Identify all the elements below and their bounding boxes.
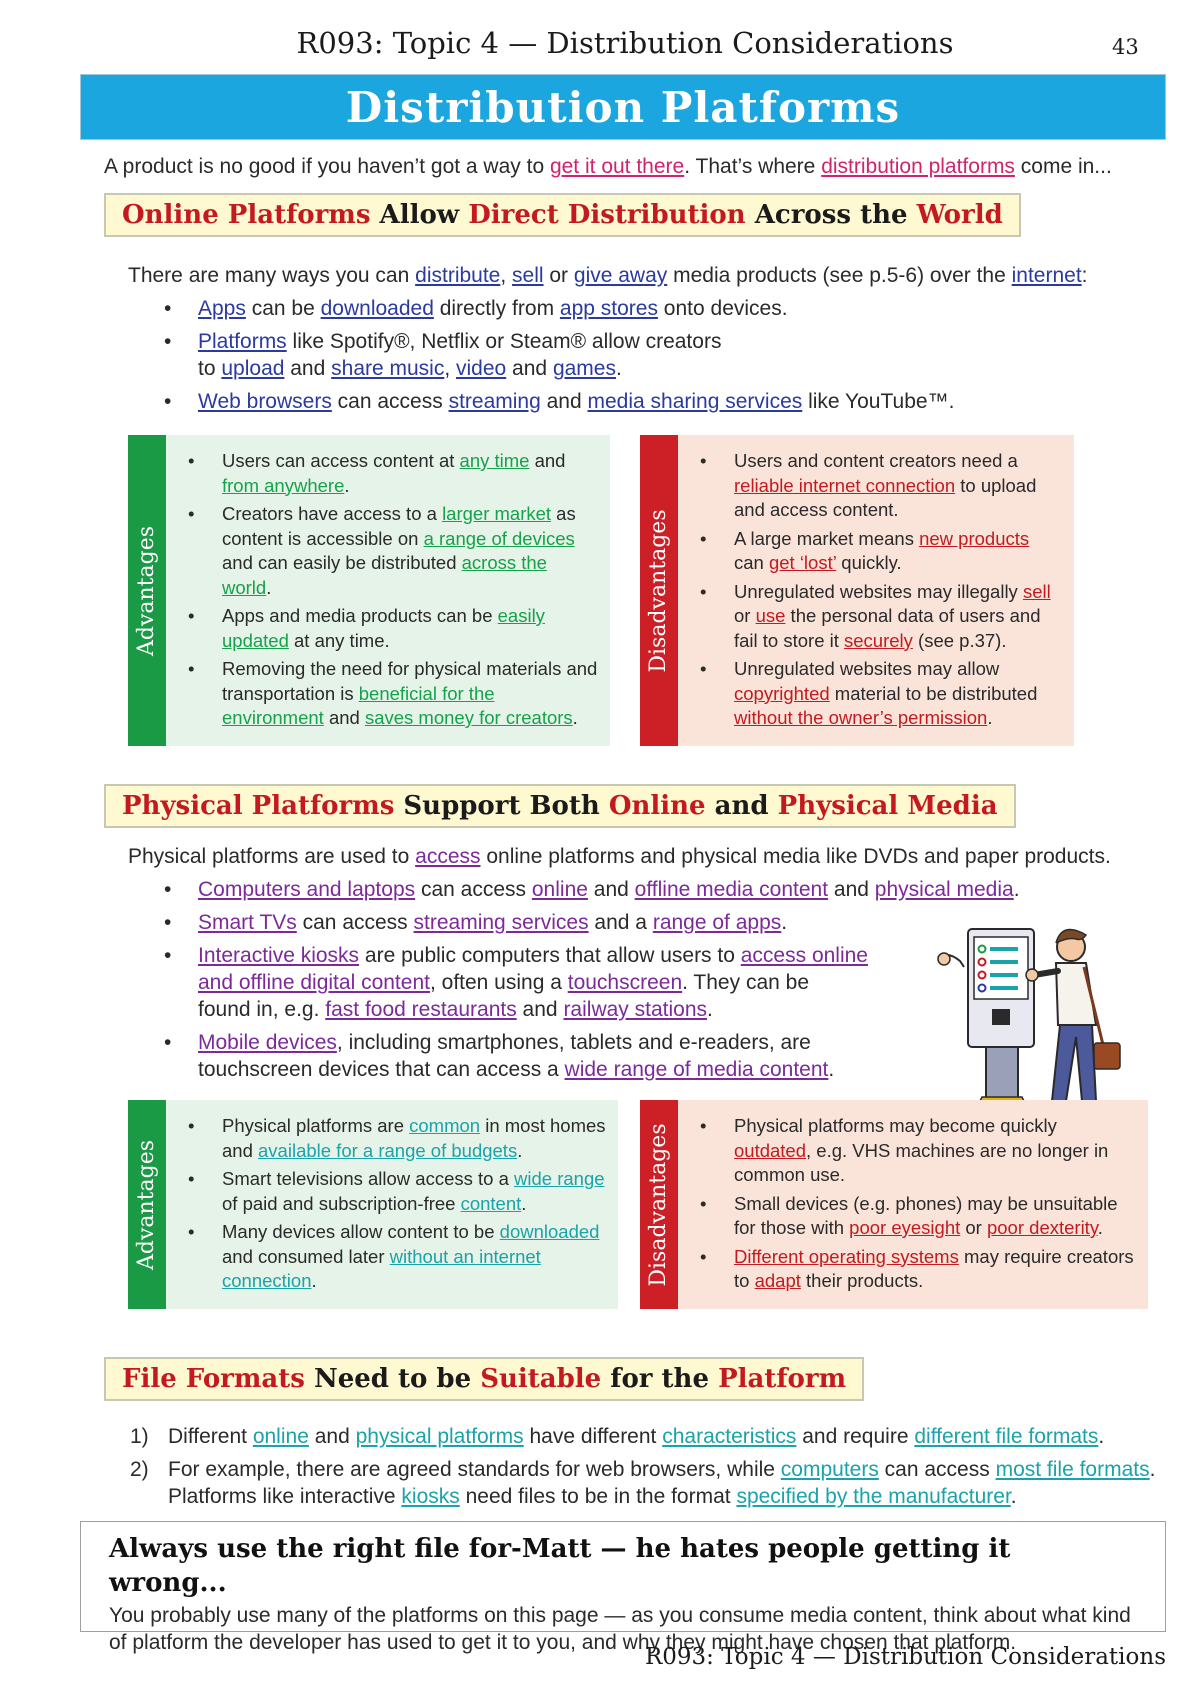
list-item: • Apps can be downloaded directly from app stores onto devices. [162, 295, 1188, 322]
link[interactable]: different file formats [914, 1425, 1099, 1448]
list-item: • Many devices allow content to be downloaded and consumed later without an internet connection. [186, 1220, 608, 1294]
list-item: • Removing the need for physical materials and transportation is beneficial for the environment and saves money for creators. [186, 657, 600, 731]
disadvantages-label-bar: Disadvantages [640, 1100, 678, 1309]
link[interactable]: offline media content [634, 878, 829, 901]
physical-disadvantages-box [640, 1100, 1148, 1309]
link[interactable]: across the world [222, 552, 547, 598]
link[interactable]: touchscreen [567, 971, 683, 994]
link[interactable]: poor eyesight [849, 1217, 961, 1238]
section-heading-physical: Physical Platforms Support Both Online and Physical Media [104, 784, 1016, 828]
list-item: • Interactive kiosks are public computers that allow users to access online and offline digital content, often using a touchscreen. They can be found in, e.g. fast food restaurants and railway stations. [162, 942, 1198, 1023]
list-item: • Smart TVs can access streaming services and a range of apps. [162, 909, 1198, 936]
file-formats-list [130, 1423, 1190, 1516]
link[interactable]: Apps [198, 297, 246, 320]
intro-paragraph: A product is no good if you haven’t got a way to get it out there. That’s where distribution platforms come in... [104, 155, 1112, 178]
link[interactable]: poor dexterity [986, 1217, 1098, 1238]
link[interactable]: range of apps [652, 911, 782, 934]
running-footer: R093: Topic 4 — Distribution Considerations [644, 1644, 1166, 1670]
advantages-label-bar: Advantages [128, 1100, 166, 1309]
link[interactable]: computers [780, 1458, 879, 1481]
link[interactable]: railway stations [563, 998, 707, 1021]
link[interactable]: new products [919, 527, 1030, 549]
list-item: • Platforms like Spotify®, Netflix or Steam® allow creators to upload and share music, video and games. [162, 328, 1188, 382]
link[interactable]: downloaded [499, 1221, 600, 1242]
list-item: • Smart televisions allow access to a wide range of paid and subscription-free content. [186, 1167, 608, 1216]
link[interactable]: a range of devices [423, 527, 575, 549]
link[interactable]: get it out there [549, 155, 685, 178]
link[interactable]: Computers and laptops [198, 878, 416, 901]
physical-advantages-box [128, 1100, 618, 1309]
list-item: 2) For example, there are agreed standards for web browsers, while computers can access most file formats. Platforms like interactive kiosks need files to be in the format specified by the manufacturer. [130, 1458, 1156, 1508]
link[interactable]: physical media [874, 878, 1014, 901]
link[interactable]: any time [459, 450, 530, 471]
link[interactable]: online [531, 878, 588, 901]
link[interactable]: media sharing services [587, 390, 803, 413]
link[interactable]: video [456, 357, 507, 380]
link[interactable]: upload [221, 357, 285, 380]
link[interactable]: reliable internet connection [734, 474, 956, 496]
link[interactable]: online [252, 1425, 309, 1448]
link[interactable]: easily updated [222, 605, 545, 651]
link[interactable]: without the owner’s permission [734, 707, 988, 728]
link[interactable]: internet [1011, 264, 1082, 287]
link[interactable]: available for a range of budgets [258, 1139, 518, 1161]
link[interactable]: sell [512, 264, 544, 287]
link[interactable]: from anywhere [222, 474, 345, 496]
link[interactable]: get ‘lost’ [768, 552, 837, 573]
link[interactable]: share music [331, 357, 445, 380]
section-lead: There are many ways you can distribute, sell or give away media products (see p.5-6) over the internet: [128, 264, 1088, 287]
link[interactable]: Smart TVs [198, 911, 297, 934]
online-disadvantages-box [640, 435, 1074, 746]
list-item: • Unregulated websites may allow copyrighted material to be distributed without the owner’s permission. [698, 657, 1064, 731]
link[interactable]: common [409, 1115, 481, 1136]
link[interactable]: give away [573, 264, 668, 287]
link[interactable]: streaming services [413, 911, 589, 934]
link[interactable]: without an internet connection [222, 1245, 541, 1291]
list-item: • Users can access content at any time and from anywhere. [186, 449, 600, 498]
page-banner [80, 74, 1166, 140]
tip-box [80, 1521, 1166, 1654]
link[interactable]: distribution platforms [821, 155, 1015, 178]
link[interactable]: distribute [415, 264, 501, 287]
list-item: • Physical platforms may become quickly outdated, e.g. VHS machines are no longer in common use. [698, 1114, 1138, 1188]
link[interactable]: saves money for creators [364, 707, 573, 728]
list-item: • Users and content creators need a reliable internet connection to upload and access content. [698, 449, 1064, 523]
link[interactable]: Mobile devices [198, 1031, 337, 1054]
link[interactable]: content [460, 1192, 522, 1214]
tip-title: Always use the right file for-Matt — he hates people getting it wrong... [109, 1534, 1011, 1598]
section-heading-online: Online Platforms Allow Direct Distribution Across the World [104, 193, 1021, 237]
link[interactable]: sell [1022, 580, 1051, 602]
online-section-body [128, 262, 1188, 415]
link[interactable]: specified by the manufacturer [736, 1485, 1011, 1508]
link[interactable]: most file formats [995, 1458, 1150, 1481]
page-number: 43 [1112, 35, 1139, 59]
link[interactable]: Web browsers [198, 390, 332, 413]
section-lead: Physical platforms are used to access online platforms and physical media like DVDs and paper products. [128, 845, 1111, 868]
list-item: • Different operating systems may require creators to adapt their products. [698, 1245, 1138, 1294]
advantages-label-bar: Advantages [128, 435, 166, 746]
list-item: • Mobile devices, including smartphones, tablets and e-readers, are touchscreen devices that can access a wide range of media content. [162, 1029, 1198, 1083]
link[interactable]: Interactive kiosks [198, 944, 360, 967]
running-header: R093: Topic 4 — Distribution Considerations [296, 26, 954, 60]
tip-body: You probably use many of the platforms on this page — as you consume media content, think about what kind of platform the developer has used to get it to you, and why they might have chosen that platform. [109, 1604, 1131, 1654]
link[interactable]: outdated [734, 1139, 807, 1161]
kiosk-person-illustration [928, 925, 1128, 1115]
disadvantages-label-bar: Disadvantages [640, 435, 678, 746]
list-item: • Physical platforms are common in most homes and available for a range of budgets. [186, 1114, 608, 1163]
link[interactable]: Platforms [198, 330, 287, 353]
link[interactable]: characteristics [662, 1425, 797, 1448]
list-item: 1) Different online and physical platforms have different characteristics and require different file formats. [130, 1425, 1105, 1448]
list-item: • Computers and laptops can access online and offline media content and physical media. [162, 876, 1198, 903]
link[interactable]: fast food restaurants [325, 998, 517, 1021]
link[interactable]: adapt [754, 1270, 801, 1291]
link[interactable]: wide range of media content [564, 1058, 829, 1081]
list-item: • Unregulated websites may illegally sell or use the personal data of users and fail to store it securely (see p.37). [698, 580, 1064, 654]
online-advantages-box [128, 435, 610, 746]
list-item: • Web browsers can access streaming and media sharing services like YouTube™. [162, 388, 1188, 415]
link[interactable]: kiosks [401, 1485, 460, 1508]
link[interactable]: games [552, 357, 616, 380]
link[interactable]: larger market [442, 503, 552, 524]
link[interactable]: use [755, 605, 786, 626]
link[interactable]: access online [740, 944, 868, 967]
page-title: Distribution Platforms [345, 83, 901, 132]
link[interactable]: securely [844, 629, 913, 651]
list-item: • Creators have access to a larger market as content is accessible on a range of devices and can easily be distributed across the world. [186, 502, 600, 600]
section-heading-file-formats: File Formats Need to be Suitable for the Platform [104, 1357, 864, 1401]
list-item: • Apps and media products can be easily updated at any time. [186, 604, 600, 653]
link[interactable]: physical platforms [355, 1425, 524, 1448]
list-item: • A large market means new products can get ‘lost’ quickly. [698, 527, 1064, 576]
link[interactable]: copyrighted [734, 682, 830, 704]
list-item: • Small devices (e.g. phones) may be unsuitable for those with poor eyesight or poor dexterity. [698, 1192, 1138, 1241]
link[interactable]: access [415, 845, 481, 868]
link[interactable]: Different operating systems [734, 1245, 959, 1267]
link[interactable]: app stores [559, 297, 658, 320]
link[interactable]: streaming [448, 390, 541, 413]
link[interactable]: downloaded [320, 297, 434, 320]
link[interactable]: and offline digital content [198, 971, 430, 994]
link[interactable]: wide range [514, 1168, 605, 1189]
link[interactable]: beneficial for the environment [222, 682, 495, 728]
